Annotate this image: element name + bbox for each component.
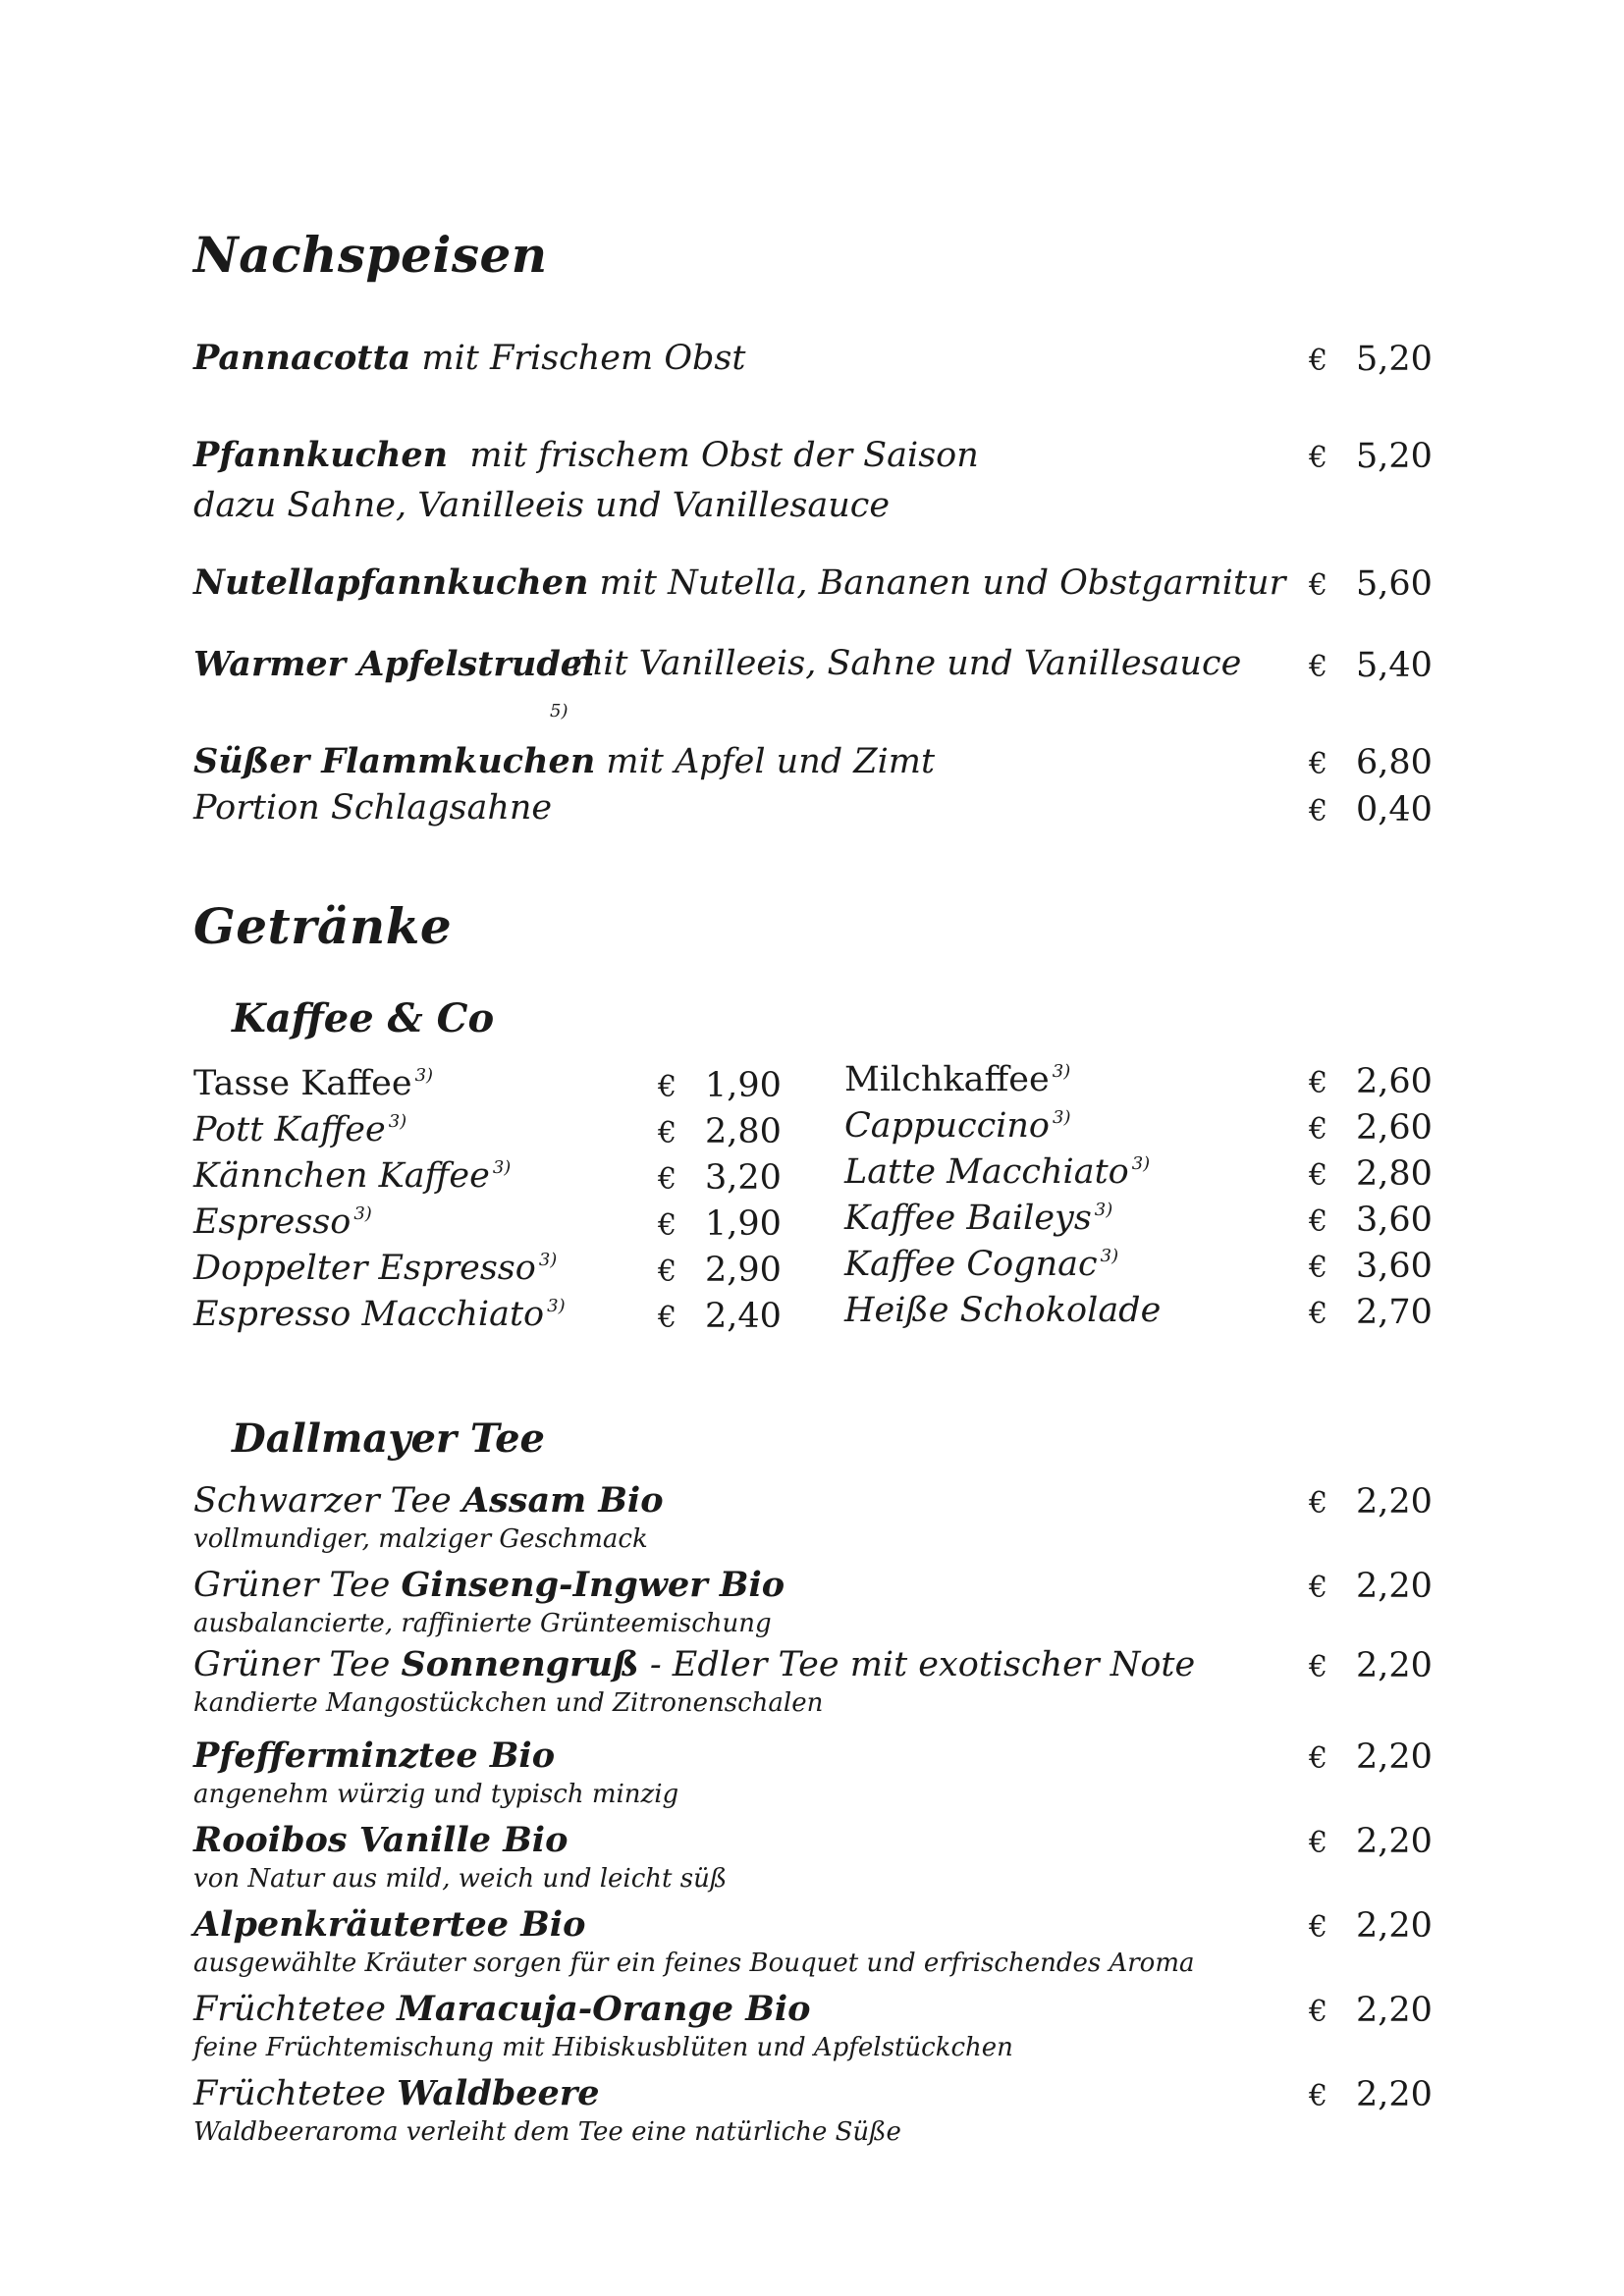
currency-symbol: €	[658, 1162, 677, 1197]
currency-symbol: €	[1309, 650, 1328, 684]
price	[658, 1112, 782, 1151]
price	[658, 1158, 782, 1198]
item-desc: mit Apfel und Zimt	[595, 742, 936, 781]
item-name: Süßer Flammkuchen	[193, 741, 596, 781]
price	[1309, 1482, 1433, 1522]
price-value: 2,20	[1356, 1646, 1433, 1685]
price-value: 5,20	[1356, 437, 1433, 476]
tea-category: Grüner Tee	[193, 1566, 402, 1605]
item-name: Pfefferminztee Bio	[193, 1735, 556, 1776]
coffee-item	[193, 1295, 566, 1334]
allergen-note: 3)	[414, 1065, 434, 1086]
tea-item	[193, 1565, 785, 1605]
price	[1309, 1646, 1433, 1685]
tea-description: kandierte Mangostückchen und Zitronenschalen	[193, 1688, 824, 1718]
item-name: Kännchen Kaffee	[193, 1156, 490, 1196]
price	[1309, 564, 1433, 604]
item-name: Heiße Schokolade	[844, 1291, 1162, 1330]
currency-symbol: €	[1309, 794, 1328, 828]
currency-symbol: €	[1309, 1826, 1328, 1860]
tea-description: ausgewählte Kräuter sorgen für ein feines Bouquet und erfrischendes Aroma	[193, 1949, 1195, 1978]
currency-symbol: €	[1309, 2079, 1328, 2113]
item-name: Espresso	[193, 1202, 352, 1242]
tea-description: vollmundiger, malziger Geschmack	[193, 1524, 648, 1554]
price-value: 2,80	[1356, 1154, 1433, 1194]
currency-symbol: €	[1309, 1571, 1328, 1605]
item-name: Pott Kaffee	[193, 1110, 386, 1149]
tea-item	[193, 1480, 664, 1521]
coffee-item	[844, 1291, 1161, 1330]
tea-description: Waldbeeraroma verleiht dem Tee eine natürliche Süße	[193, 2117, 901, 2147]
coffee-item	[193, 1064, 433, 1103]
tea-item	[193, 1735, 555, 1776]
price-value: 5,40	[1356, 646, 1433, 685]
tea-description: feine Früchtemischung mit Hibiskusblüten und Apfelstückchen	[193, 2033, 1013, 2062]
coffee-item	[193, 1156, 511, 1196]
item-name: Nutellapfannkuchen	[193, 562, 589, 603]
price	[658, 1066, 782, 1105]
currency-symbol: €	[1309, 1486, 1328, 1521]
price	[1309, 743, 1433, 782]
price	[1309, 790, 1433, 829]
price	[1309, 1567, 1433, 1606]
currency-symbol: €	[1309, 1650, 1328, 1684]
price-value: 1,90	[705, 1204, 782, 1244]
price	[1309, 1062, 1433, 1101]
price-value: 3,60	[1356, 1201, 1433, 1240]
price-value: 2,90	[705, 1251, 782, 1290]
price-value: 2,20	[1356, 1991, 1433, 2030]
tea-description: von Natur aus mild, weich und leicht süß	[193, 1864, 728, 1894]
menu-item-nutellapfannkuchen	[193, 562, 1285, 603]
tea-description: ausbalancierte, raffinierte Grünteemischung	[193, 1609, 772, 1638]
allergen-note: 3)	[1053, 1107, 1071, 1128]
item-name: Tasse Kaffee	[193, 1064, 412, 1103]
currency-symbol: €	[658, 1208, 677, 1243]
tea-item	[193, 1644, 1195, 1684]
allergen-note: 3)	[492, 1157, 512, 1178]
tea-description: angenehm würzig und typisch minzig	[193, 1780, 679, 1809]
currency-symbol: €	[1309, 344, 1328, 378]
currency-symbol: €	[1309, 1066, 1328, 1100]
coffee-item	[193, 1249, 557, 1288]
item-desc: mit Vanilleeis, Sahne und Vanillesauce	[570, 644, 1242, 683]
allergen-note: 3)	[1131, 1153, 1151, 1174]
price-value: 2,60	[1356, 1062, 1433, 1101]
price-value: 5,20	[1356, 340, 1433, 379]
menu-item-pannacotta	[193, 338, 745, 378]
item-name: Kaffee Baileys	[844, 1199, 1092, 1238]
currency-symbol: €	[1309, 1158, 1328, 1193]
item-extra: - Edler Tee mit exotischer Note	[638, 1645, 1196, 1684]
coffee-item	[193, 1202, 372, 1242]
tea-item	[193, 2073, 600, 2113]
price-value: 2,20	[1356, 1906, 1433, 1946]
desserts-heading: Nachspeisen	[193, 226, 548, 284]
allergen-note: 3)	[1094, 1200, 1113, 1220]
menu-item-flammkuchen	[193, 741, 935, 781]
item-desc: mit frischem Obst der Saison	[448, 436, 979, 475]
item-name: Maracuja-Orange Bio	[397, 1989, 811, 2029]
item-name: Latte Macchiato	[844, 1152, 1129, 1192]
price	[1309, 1247, 1433, 1286]
price	[658, 1204, 782, 1244]
price	[1309, 340, 1433, 379]
currency-symbol: €	[658, 1255, 677, 1289]
item-name: Sonnengruß	[401, 1644, 639, 1684]
price-value: 2,20	[1356, 2075, 1433, 2114]
price	[1309, 1906, 1433, 1946]
menu-item-schlagsahne: Portion Schlagsahne	[193, 788, 553, 828]
currency-symbol: €	[658, 1116, 677, 1150]
price	[1309, 1108, 1433, 1148]
menu-item-pfannkuchen	[193, 435, 979, 475]
currency-symbol: €	[1309, 1251, 1328, 1285]
item-name: Pannacotta	[193, 338, 411, 378]
allergen-note: 5)	[550, 701, 568, 721]
price	[1309, 1293, 1433, 1332]
menu-item-apfelstrudel	[193, 644, 595, 684]
item-name: Kaffee Cognac	[844, 1245, 1098, 1284]
tea-item	[193, 1904, 585, 1945]
item-name: Waldbeere	[397, 2073, 600, 2113]
price	[658, 1251, 782, 1290]
allergen-note: 3)	[1052, 1061, 1071, 1082]
price	[1309, 437, 1433, 476]
price-value: 1,90	[705, 1066, 782, 1105]
item-name: Milchkaffee	[844, 1060, 1050, 1099]
price-value: 0,40	[1356, 790, 1433, 829]
item-name: Rooibos Vanille Bio	[193, 1820, 568, 1860]
coffee-item	[844, 1245, 1118, 1284]
price	[1309, 2075, 1433, 2114]
price-value: 2,20	[1356, 1737, 1433, 1777]
currency-symbol: €	[658, 1070, 677, 1104]
tea-category: Früchtetee	[193, 2074, 398, 2113]
price	[1309, 646, 1433, 685]
currency-symbol: €	[1309, 1910, 1328, 1945]
price-value: 2,70	[1356, 1293, 1433, 1332]
currency-symbol: €	[1309, 1204, 1328, 1239]
price-value: 2,20	[1356, 1482, 1433, 1522]
currency-symbol: €	[1309, 747, 1328, 781]
coffee-item	[844, 1106, 1071, 1146]
price-value: 2,80	[705, 1112, 782, 1151]
item-name: Pfannkuchen	[193, 435, 449, 475]
item-name: Alpenkräutertee Bio	[193, 1904, 586, 1945]
coffee-item	[844, 1060, 1070, 1099]
currency-symbol: €	[1309, 568, 1328, 603]
item-desc-line2: dazu Sahne, Vanilleeis und Vanillesauce	[193, 486, 891, 525]
item-name: Ginseng-Ingwer Bio	[401, 1565, 785, 1605]
allergen-note: 3)	[1100, 1246, 1119, 1266]
price	[658, 1297, 782, 1336]
item-desc: mit Nutella, Bananen und Obstgarnitur	[588, 563, 1286, 603]
tea-item	[193, 1989, 810, 2029]
tea-category: Früchtetee	[193, 1990, 398, 2029]
price	[1309, 1201, 1433, 1240]
tea-item	[193, 1820, 568, 1860]
coffee-item	[844, 1199, 1112, 1238]
currency-symbol: €	[1309, 1297, 1328, 1331]
price-value: 5,60	[1356, 564, 1433, 604]
price	[1309, 1991, 1433, 2030]
price-value: 2,60	[1356, 1108, 1433, 1148]
price-value: 2,40	[705, 1297, 782, 1336]
currency-symbol: €	[1309, 1112, 1328, 1147]
coffee-heading: Kaffee & Co	[232, 995, 495, 1041]
price-value: 3,60	[1356, 1247, 1433, 1286]
item-name: Espresso Macchiato	[193, 1295, 545, 1334]
coffee-item	[193, 1110, 406, 1149]
price	[1309, 1822, 1433, 1861]
currency-symbol: €	[1309, 441, 1328, 475]
tea-category: Schwarzer Tee	[193, 1481, 462, 1521]
allergen-note: 3)	[538, 1250, 558, 1270]
price-value: 3,20	[705, 1158, 782, 1198]
item-name: Assam Bio	[461, 1480, 664, 1521]
price-value: 6,80	[1356, 743, 1433, 782]
coffee-item	[844, 1152, 1150, 1192]
price	[1309, 1737, 1433, 1777]
currency-symbol: €	[1309, 1741, 1328, 1776]
item-desc: mit Frischem Obst	[410, 339, 746, 378]
item-name: Cappuccino	[844, 1106, 1051, 1146]
allergen-note: 3)	[353, 1203, 372, 1224]
price-value: 2,20	[1356, 1567, 1433, 1606]
allergen-note: 3)	[547, 1296, 566, 1316]
currency-symbol: €	[658, 1301, 677, 1335]
currency-symbol: €	[1309, 1995, 1328, 2029]
item-name: Warmer Apfelstrudel	[193, 644, 596, 684]
allergen-note: 3)	[388, 1111, 407, 1132]
item-name: Doppelter Espresso	[193, 1249, 536, 1288]
price-value: 2,20	[1356, 1822, 1433, 1861]
price	[1309, 1154, 1433, 1194]
tea-heading: Dallmayer Tee	[232, 1415, 546, 1462]
tea-category: Grüner Tee	[193, 1645, 402, 1684]
drinks-heading: Getränke	[193, 897, 453, 955]
